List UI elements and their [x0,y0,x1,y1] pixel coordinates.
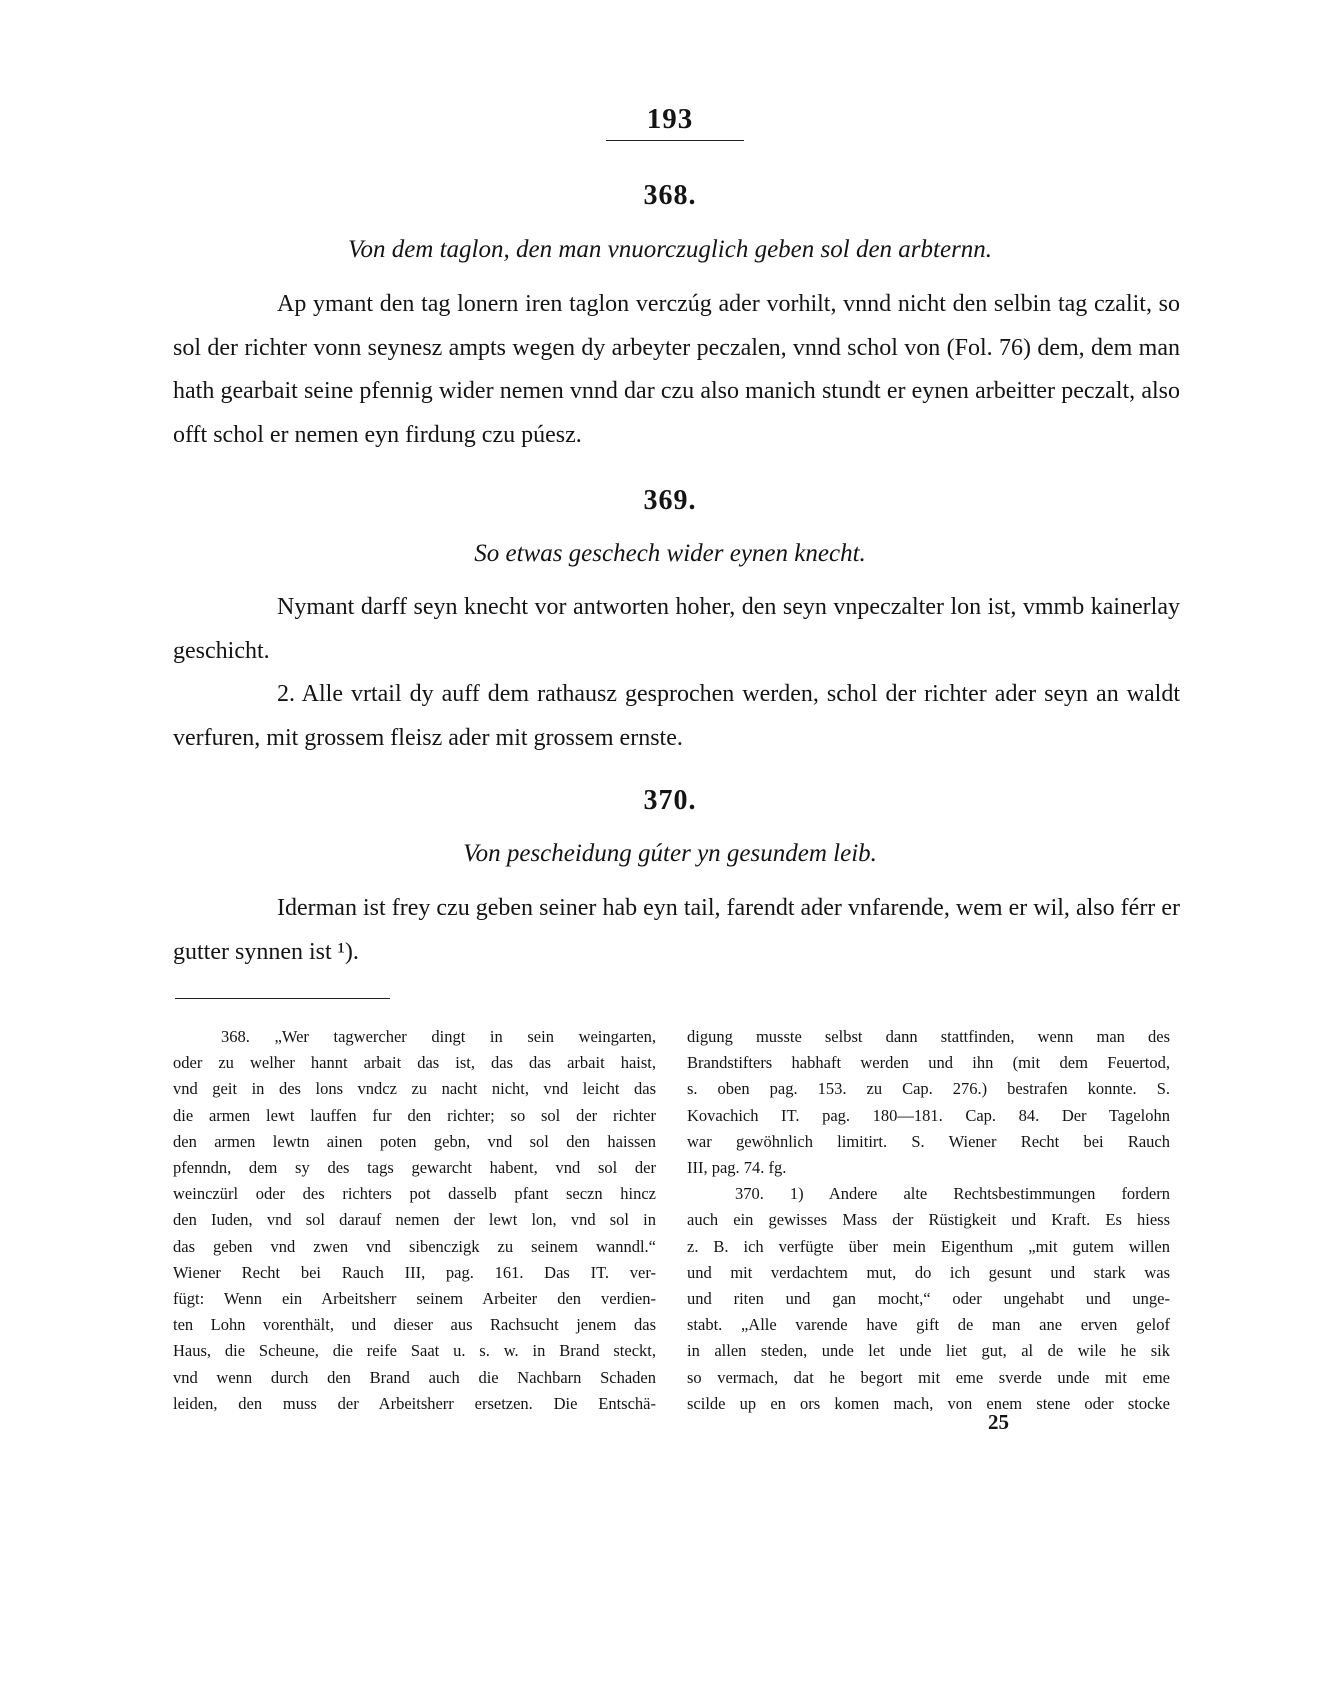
footnote-rule [175,998,390,999]
section-title-368: Von dem taglon, den man vnuorczuglich geben sol den arbternn. [347,236,993,263]
footnote-line: stabt. „Alle varende have gift de man ane erven gelof [687,1315,1170,1335]
footnote-line: vnd wenn durch den Brand auch die Nachbarn Schaden [173,1367,656,1387]
footnote-line: III, pag. 74. fg. [687,1158,787,1178]
footnote-line: weinczürl oder des richters pot dasselb pfant seczn hincz [173,1184,656,1204]
footnote-line: Kovachich IT. pag. 180—181. Cap. 84. Der Tagelohn [687,1105,1170,1125]
footnote-line: war gewöhnlich limitirt. S. Wiener Recht bei Rauch [687,1131,1170,1151]
footnote-line: oder zu welher hannt arbait das ist, das das arbait haist, [173,1053,656,1073]
page-number: 193 [646,103,694,135]
footnote-line: so vermach, dat he begort mit eme sverde unde mit eme [687,1367,1170,1387]
section-369-paragraph-2: 2. Alle vrtail dy auff dem rathausz gesprochen werden, schol der richter ader seyn an waldt verfuren, mit grossem fleisz ader mit grossem ernste. [173,681,1180,751]
footnote-line: 370. 1) Andere alte Rechtsbestimmungen fordern [735,1184,1170,1204]
footnote-line: vnd geit in des lons vndcz zu nacht nicht, vnd leicht das [173,1079,656,1099]
section-title-369: So etwas geschech wider eynen knecht. [474,540,866,567]
header-rule [606,140,744,141]
section-369-paragraph-1: Nymant darff seyn knecht vor antworten hoher, den seyn vnpeczalter lon ist, vmmb kainerlay geschicht. [173,594,1180,664]
section-370-paragraph: Iderman ist frey czu geben seiner hab eyn tail, farendt ader vnfarende, wem er wil, also férr er gutter synnen ist ¹). [173,895,1180,965]
section-368-paragraph: Ap ymant den tag lonern iren taglon verczúg ader vorhilt, vnnd nicht den selbin tag czalit, so sol der richter vonn seynesz ampts wegen dy arbeyter peczalen, vnnd schol von (Fol. 76) dem, dem man hath gearbait seine pfennig wider nemen vnnd dar czu also manich stundt er eynen arbeitter peczalt, also offt schol er nemen eyn firdung czu púesz. [173,291,1180,448]
section-number-370: 370. [643,785,697,816]
footnote-line: leiden, den muss der Arbeitsherr ersetzen. Die Entschä- [173,1393,656,1413]
footnote-line: s. oben pag. 153. zu Cap. 276.) bestrafen konnte. S. [687,1079,1170,1099]
footnote-line: scilde up en ors komen mach, von enem stene oder stocke [687,1393,1170,1413]
footnote-line: die armen lewt lauffen fur den richter; so sol der richter [173,1105,656,1125]
footnote-line: fügt: Wenn ein Arbeitsherr seinem Arbeiter den verdien- [173,1289,656,1309]
footnote-line: Wiener Recht bei Rauch III, pag. 161. Das IT. ver- [173,1262,656,1282]
section-title-370: Von pescheidung gúter yn gesundem leib. [463,840,877,867]
footnote-line: 368. „Wer tagwercher dingt in sein weingarten, [221,1027,656,1046]
footnote-line: Haus, die Scheune, die reife Saat u. s. w. in Brand steckt, [173,1341,656,1361]
footnote-line: und mit verdachtem mut, do ich gesunt und stark was [687,1262,1170,1282]
signature-mark: 25 [988,1410,1009,1434]
footnote-line: ten Lohn vorenthält, und dieser aus Rachsucht jenem das [173,1315,656,1335]
footnote-line: pfenndn, dem sy des tags gewarcht habent, vnd sol der [173,1158,656,1178]
footnote-line: auch ein gewisses Mass der Rüstigkeit und Kraft. Es hiess [687,1210,1170,1230]
section-number-369: 369. [643,485,697,516]
footnote-column-left [173,1024,656,1417]
footnote-line: digung musste selbst dann stattfinden, wenn man des [687,1027,1170,1046]
footnote-line: und riten und gan mocht,“ oder ungehabt und unge- [687,1289,1170,1309]
footnote-line: das geben vnd zwen vnd sibenczigk zu seinem wanndl.“ [173,1236,656,1256]
footnote-column-right [687,1024,1170,1417]
footnote-line: Brandstifters habhaft werden und ihn (mit dem Feuertod, [687,1053,1170,1073]
footnote-line: in allen steden, unde let unde liet gut, al de wile he sik [687,1341,1170,1361]
section-number-368: 368. [643,180,697,211]
footnote-line: z. B. ich verfügte über mein Eigenthum „mit gutem willen [687,1236,1170,1256]
footnote-line: den Iuden, vnd sol darauf nemen der lewt lon, vnd sol in [173,1210,656,1230]
footnote-line: den armen lewtn ainen poten gebn, vnd sol den haissen [173,1131,656,1151]
